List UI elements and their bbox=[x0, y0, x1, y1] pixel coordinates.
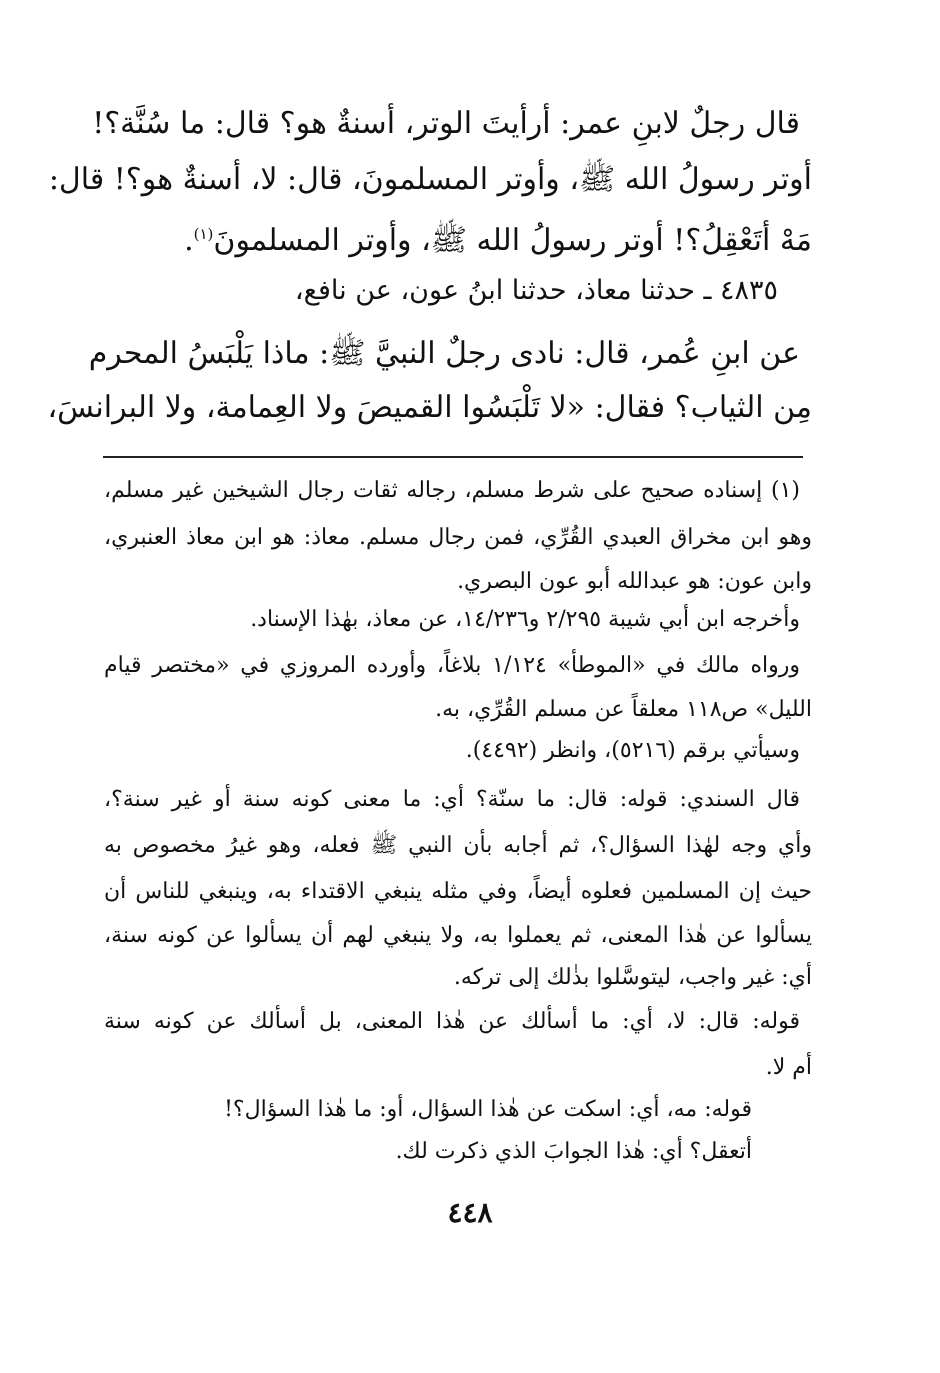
footnote-line-16: أتعقل؟ أي: هٰذا الجوابَ الذي ذكرت لك. bbox=[395, 1139, 752, 1164]
main-text-line-2: أوتر رسولُ الله ﷺ، وأوتر المسلمونَ، قال: لا، أسنةٌ هو؟! قال: bbox=[48, 162, 812, 197]
footnote-line-1: (١) إسناده صحيح على شرط مسلم، رجاله ثقات رجال الشيخين غير مسلم، bbox=[104, 478, 800, 503]
footnote-line-5: ورواه مالك في «الموطأ» ١/١٢٤ بلاغاً، وأورده المروزي في «مختصر قيام bbox=[104, 653, 800, 678]
main-text-line-3 bbox=[100, 214, 812, 261]
footnote-line-4: وأخرجه ابن أبي شيبة ٢/٢٩٥ و١٤/٢٣٦، عن معاذ، بهٰذا الإسناد. bbox=[250, 607, 800, 632]
footnote-line-12: أي: غير واجب، ليتوسَّلوا بذٰلك إلى تركه. bbox=[453, 965, 812, 990]
main-text-line-6: مِن الثياب؟ فقال: «لا تَلْبَسُوا القميصَ ولا العِمامة، ولا البرانسَ، bbox=[47, 390, 812, 425]
footnote-line-14: أم لا. bbox=[765, 1055, 812, 1080]
footnote-line-11: يسألوا عن هٰذا المعنى، ثم يعملوا به، ولا ينبغي لهم أن يسألوا عن كونه سنة، bbox=[104, 923, 812, 948]
main-text-line-5: عن ابنِ عُمر، قال: نادى رجلٌ النبيَّ ﷺ: ماذا يَلْبَسُ المحرم bbox=[88, 336, 800, 371]
main-text-line-1: قال رجلٌ لابنِ عمر: أرأيتَ الوتر، أسنةٌ هو؟ قال: ما سُنَّة؟! bbox=[92, 106, 800, 141]
footnote-line-10: حيث إن المسلمين فعلوه أيضاً، وفي مثله ينبغي الاقتداء به، وينبغي للناس أن bbox=[104, 879, 812, 904]
footnote-line-13: قوله: قال: لا، أي: ما أسألك عن هٰذا المعنى، بل أسألك عن كونه سنة bbox=[104, 1009, 800, 1034]
footnote-line-15: قوله: مه، أي: اسكت عن هٰذا السؤال، أو: ما هٰذا السؤال؟! bbox=[224, 1097, 752, 1122]
footnote-reference: (١) bbox=[193, 225, 214, 243]
footnote-line-6: الليل» ص١١٨ معلقاً عن مسلم القُرِّي، به. bbox=[435, 697, 812, 722]
footnote-line-8: قال السندي: قوله: قال: ما سنّة؟ أي: ما معنى كونه سنة أو غير سنة؟، bbox=[104, 787, 800, 812]
main-text-line-3-body: مَهْ أتَعْقِلُ؟! أوتر رسولُ الله ﷺ، وأوتر المسلمونَ bbox=[213, 223, 812, 258]
main-text-line-3-end: . bbox=[184, 223, 194, 258]
footnote-line-2: وهو ابن مخراق العبدي القُرِّي، فمن رجال مسلم. معاذ: هو ابن معاذ العنبري، bbox=[104, 525, 812, 550]
footnote-line-3: وابن عون: هو عبدالله أبو عون البصري. bbox=[457, 569, 812, 594]
footnote-divider bbox=[103, 456, 803, 458]
footnote-line-9: وأي وجه لهٰذا السؤال؟، ثم أجابه بأن النبي ﷺ فعله، وهو غيرُ مخصوص به bbox=[104, 833, 812, 858]
hadith-isnad-line: ٤٨٣٥ ـ حدثنا معاذ، حدثنا ابنُ عون، عن نافع، bbox=[294, 275, 778, 306]
page-number: ٤٤٨ bbox=[447, 1196, 493, 1229]
footnote-line-7: وسيأتي برقم (٥٢١٦)، وانظر (٤٤٩٢). bbox=[465, 738, 800, 763]
